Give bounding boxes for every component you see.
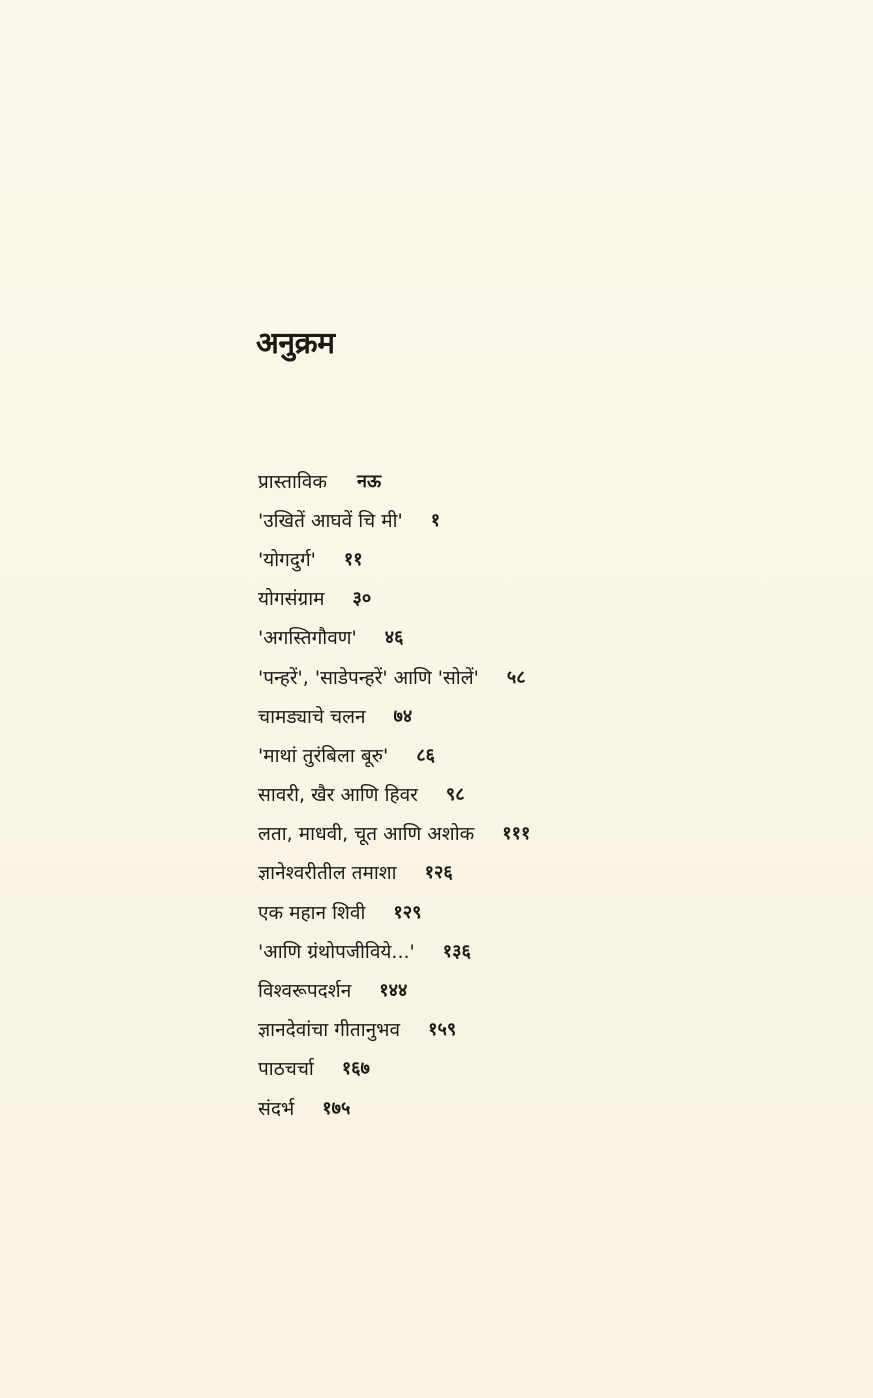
toc-entry-title: चामड्याचे चलन xyxy=(258,705,366,728)
toc-entry-title: संदर्भ xyxy=(258,1097,295,1120)
toc-entry-page: १ xyxy=(430,509,441,531)
toc-entry xyxy=(258,462,778,501)
toc-entry xyxy=(258,736,778,775)
toc-entry-title: 'पन्हरें', 'साडेपन्हरें' आणि 'सोलें' xyxy=(258,666,479,689)
toc-entry-title: 'आणि ग्रंथोपजीविये...' xyxy=(258,940,415,963)
toc-entry-page: १४४ xyxy=(379,980,408,1002)
toc-entry-page: ८६ xyxy=(416,744,435,766)
toc-entry-page: ११ xyxy=(343,548,363,570)
toc-entry xyxy=(258,932,778,971)
toc-entry-title: विश्वरूपदर्शन xyxy=(258,980,352,1003)
toc-entry-page: ७४ xyxy=(393,705,413,727)
toc-entry-page: ९८ xyxy=(445,784,465,806)
toc-entry xyxy=(258,776,778,815)
toc-entry-page: १७५ xyxy=(322,1097,351,1119)
toc-entry-page: १६७ xyxy=(341,1058,370,1080)
toc-entry xyxy=(258,501,778,540)
toc-entry-page: १२६ xyxy=(424,862,453,884)
toc-entry xyxy=(258,1011,778,1050)
toc-entry-title: एक महान शिवी xyxy=(258,901,366,924)
toc-entry-title: प्रास्ताविक xyxy=(258,470,327,493)
toc-entry-page: ५८ xyxy=(506,666,526,688)
toc-entry-title: योगसंग्राम xyxy=(258,588,325,611)
toc-entry-page: ३० xyxy=(352,588,372,610)
toc-entry-page: १२९ xyxy=(393,901,422,923)
toc-entry xyxy=(258,1050,778,1089)
toc-entry xyxy=(258,893,778,932)
toc-entry-title: पाठचर्चा xyxy=(258,1058,314,1081)
toc-entry xyxy=(258,1089,778,1128)
toc-entry-page: १३६ xyxy=(442,940,471,962)
toc-entry-page: १११ xyxy=(502,823,531,845)
toc-entry-title: सावरी, खैर आणि हिवर xyxy=(258,784,418,807)
toc-entry-page: ४६ xyxy=(384,627,404,649)
toc-entry-page: नऊ xyxy=(356,470,382,492)
toc-entry xyxy=(258,658,778,697)
toc-entry-page: १५९ xyxy=(428,1019,457,1041)
toc-entry xyxy=(258,580,778,619)
table-of-contents xyxy=(258,462,778,1128)
toc-entry-title: 'माथां तुरंबिला बूरु' xyxy=(258,744,389,767)
toc-entry-title: लता, माधवी, चूत आणि अशोक xyxy=(258,823,475,846)
toc-entry-title: ज्ञानदेवांचा गीतानुभव xyxy=(258,1019,401,1042)
toc-entry-title: 'उखितें आघवें चि मी' xyxy=(258,509,403,532)
toc-heading: अनुक्रम xyxy=(256,326,335,361)
toc-entry xyxy=(258,815,778,854)
toc-entry xyxy=(258,619,778,658)
toc-entry xyxy=(258,854,778,893)
toc-entry-title: 'अगस्तिगौवण' xyxy=(258,627,357,650)
toc-entry xyxy=(258,971,778,1010)
toc-entry-title: ज्ञानेश्वरीतील तमाशा xyxy=(258,862,397,885)
toc-entry xyxy=(258,697,778,736)
toc-entry-title: 'योगदुर्ग' xyxy=(258,548,316,571)
toc-entry xyxy=(258,540,778,579)
